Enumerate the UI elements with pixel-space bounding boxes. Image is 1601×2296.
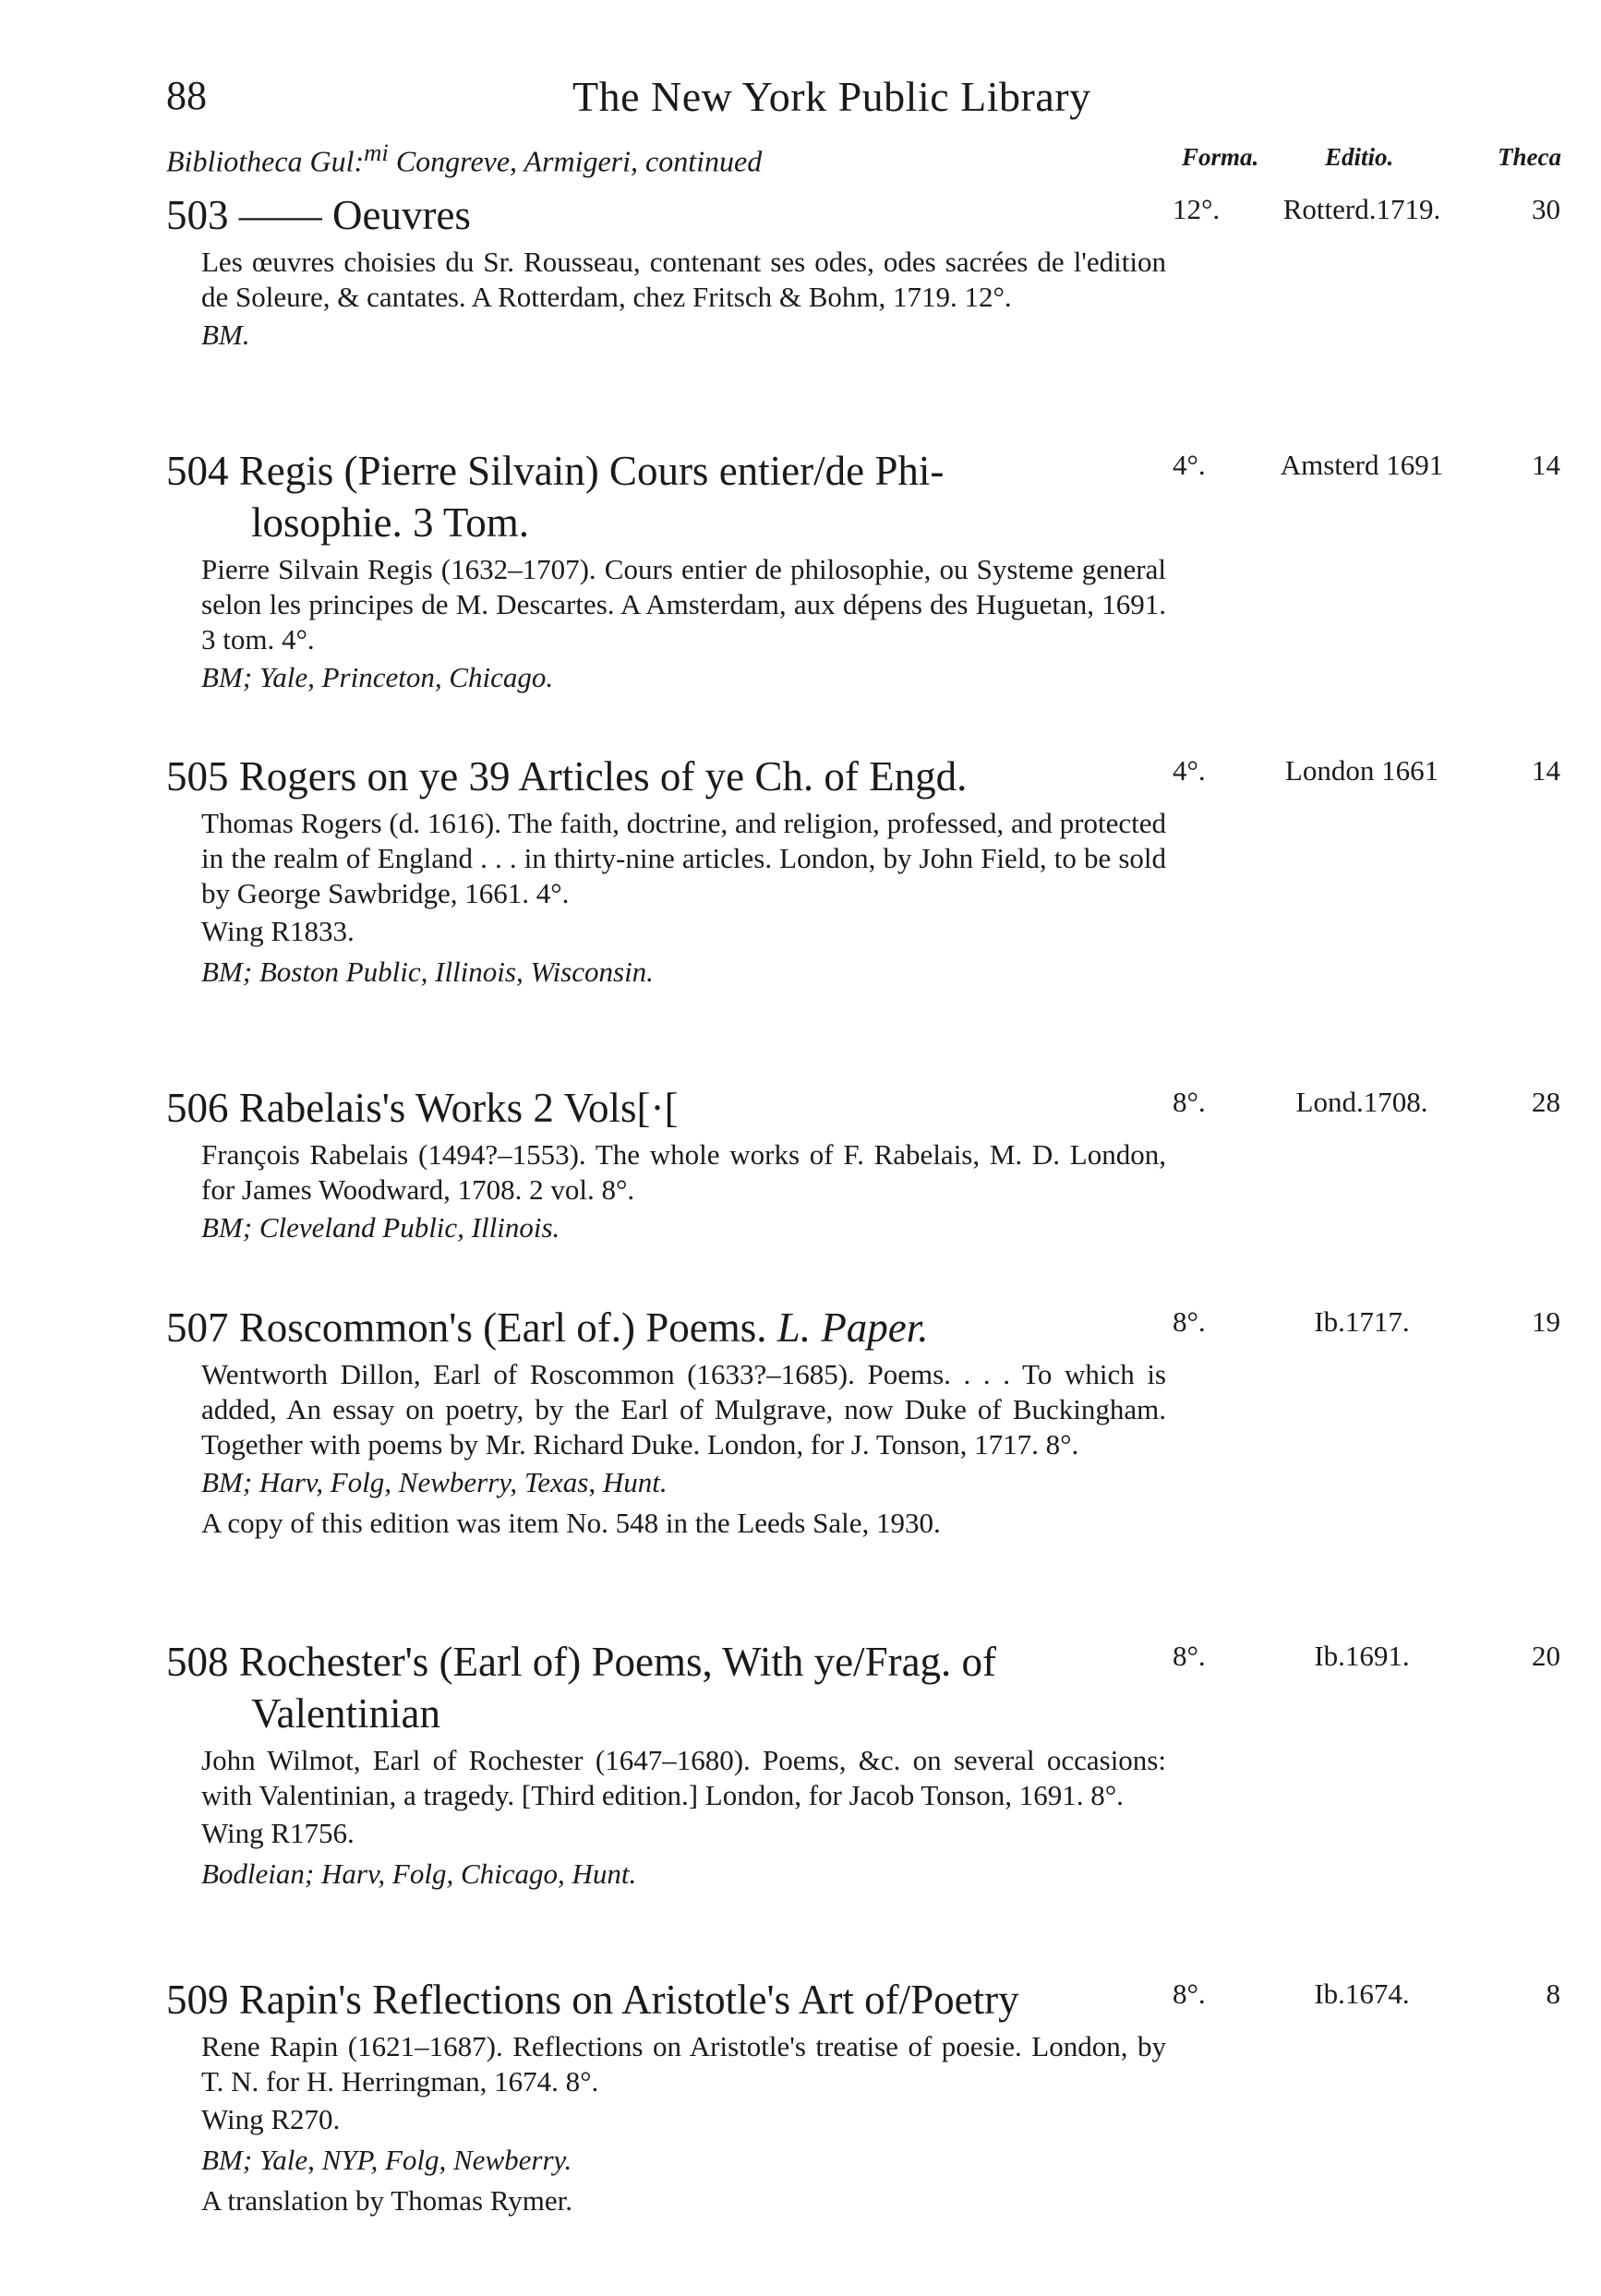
entry-title [166,445,1145,548]
entry-editio: Ib.1717. [1314,1305,1410,1338]
entry-title [166,1082,1145,1134]
column-header-forma: Forma. [1182,143,1259,171]
entry-title-line: 506 Rabelais's Works 2 Vols[·[ [166,1085,679,1131]
entry-title-line: 505 Rogers on ye 39 Articles of ye Ch. of Engd. [166,753,968,799]
subhead-prefix: Bibliotheca Gul: [166,144,365,178]
entry-title-line: 507 Roscommon's (Earl of.) Poems. [166,1304,777,1351]
entry-note: A copy of this edition was item No. 548 in the Leeds Sale, 1930. [201,1507,941,1539]
entry-theca: 8 [1546,1977,1560,2010]
page-number: 88 [166,73,207,118]
column-header-theca: Theca [1498,143,1561,171]
entry-title-line: losophie. 3 Tom. [251,499,530,546]
entry-theca: 28 [1532,1086,1560,1118]
catalog-entry [166,189,1579,355]
entry-editio: Ib.1674. [1314,1977,1410,2010]
entry-reference: Wing R1833. [201,915,355,947]
subhead-suffix: Congreve, Armigeri, continued [388,144,763,178]
catalog-entry [166,1974,1579,2221]
entry-title-line: 503 —— Oeuvres [166,192,471,238]
entry-title [166,751,1145,802]
entry-title-line: 504 Regis (Pierre Silvain) Cours entier/de Phi- [166,448,945,494]
catalog-entry [166,751,1579,992]
entry-title-line: 509 Rapin's Reflections on Aristotle's Art of/Poetry [166,1977,1019,2023]
entry-reference: Wing R270. [201,2103,341,2135]
entry-locations: BM; Harv, Folg, Newberry, Texas, Hunt. [201,1466,668,1498]
entry-description: François Rabelais (1494?–1553). The whole works of F. Rabelais, M. D. London, for James Woodward, 1708. 2 vol. 8°. [201,1138,1166,1206]
catalog-entry [166,1082,1579,1248]
entry-note: A translation by Thomas Rymer. [201,2184,573,2217]
entry-forma: 4°. [1173,754,1206,787]
column-headers [1182,143,1579,180]
page-header [166,72,1163,127]
catalog-entry [166,1636,1579,1894]
entry-editio: Lond.1708. [1295,1086,1428,1118]
running-title: The New York Public Library [572,73,1091,120]
entry-editio: Ib.1691. [1314,1640,1410,1672]
subhead-superscript: mi [364,138,389,166]
entry-forma: 12°. [1173,193,1221,225]
entry-title-italic: L. Paper. [776,1304,929,1351]
catalog-entry [166,1302,1579,1544]
entry-title [166,189,1145,241]
entry-locations: BM; Yale, NYP, Folg, Newberry. [201,2144,572,2176]
entry-locations: BM; Yale, Princeton, Chicago. [201,661,554,693]
entry-title-line: 508 Rochester's (Earl of) Poems, With ye/Frag. of [166,1639,997,1685]
entry-theca: 19 [1532,1305,1560,1338]
entry-title-line: Valentinian [251,1690,440,1737]
entry-locations: BM. [201,319,250,351]
entry-description: Wentworth Dillon, Earl of Roscommon (1633?–1685). Poems. . . . To which is added, An essay on poetry, by the Earl of Mulgrave, now Duke of Buckingham. Together with poems by Mr. Richard Duke. London, for J. Tonson, 1717. 8°. [201,1358,1166,1461]
entry-forma: 8°. [1173,1977,1206,2010]
entry-theca: 14 [1532,449,1560,481]
entry-description: John Wilmot, Earl of Rochester (1647–1680). Poems, &c. on several occasions: with Valentinian, a tragedy. [Third edition.] London, for Jacob Tonson, 1691. 8°. [201,1744,1166,1811]
entry-theca: 30 [1532,193,1560,225]
catalog-entry [166,445,1579,698]
entry-description: Pierre Silvain Regis (1632–1707). Cours entier de philosophie, ou Systeme general selon les principes de M. Descartes. A Amsterdam, aux dépens des Huguetan, 1691. 3 tom. 4°. [201,553,1166,655]
catalog-subhead [166,138,762,179]
entry-locations: Bodleian; Harv, Folg, Chicago, Hunt. [201,1857,637,1890]
entry-title [166,1302,1145,1353]
entry-forma: 4°. [1173,449,1206,481]
entry-theca: 14 [1532,754,1560,787]
entry-forma: 8°. [1173,1305,1206,1338]
entry-title [166,1974,1145,2026]
entry-description: Thomas Rogers (d. 1616). The faith, doctrine, and religion, professed, and protected in the realm of England . . . in thirty-nine articles. London, by John Field, to be sold by George Sawbridge, 1661. 4°. [201,807,1166,909]
entry-locations: BM; Cleveland Public, Illinois. [201,1211,560,1244]
entry-editio: Amsterd 1691 [1280,449,1444,481]
entry-theca: 20 [1532,1640,1560,1672]
entry-description: Rene Rapin (1621–1687). Reflections on Aristotle's treatise of poesie. London, by T. N. for H. Herringman, 1674. 8°. [201,2030,1166,2098]
entry-reference: Wing R1756. [201,1817,355,1849]
entry-title [166,1636,1145,1739]
entry-editio: Rotterd.1719. [1282,193,1441,225]
entry-description: Les œuvres choisies du Sr. Rousseau, contenant ses odes, odes sacrées de l'edition de Soleure, & cantates. A Rotterdam, chez Fritsch & Bohm, 1719. 12°. [201,246,1166,313]
entry-editio: London 1661 [1284,754,1439,787]
entry-locations: BM; Boston Public, Illinois, Wisconsin. [201,956,654,988]
entry-forma: 8°. [1173,1640,1206,1672]
column-header-editio: Editio. [1325,143,1394,171]
entry-forma: 8°. [1173,1086,1206,1118]
